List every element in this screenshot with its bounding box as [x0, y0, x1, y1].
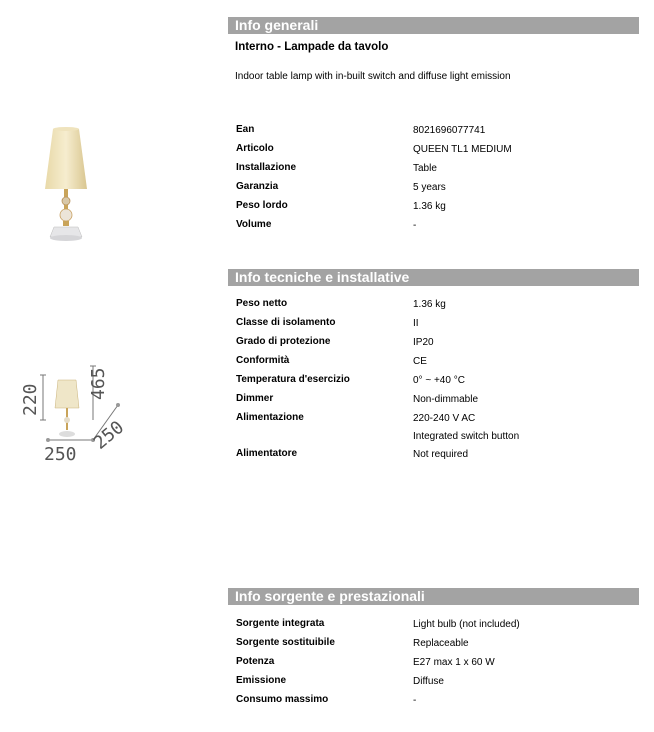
spec-row: [236, 618, 646, 637]
spec-value: -: [413, 695, 417, 706]
spec-row: [236, 374, 646, 393]
spec-key: Potenza: [236, 656, 275, 667]
spec-row: [236, 656, 646, 675]
spec-row: [236, 219, 646, 238]
spec-key: Sorgente sostituibile: [236, 637, 335, 648]
spec-value: Non-dimmable: [413, 394, 479, 405]
spec-row: [236, 317, 646, 336]
spec-value-secondary: Integrated switch button: [413, 431, 520, 442]
spec-row: [236, 637, 646, 656]
spec-key: Temperatura d'esercizio: [236, 374, 350, 385]
spec-key: Alimentatore: [236, 448, 298, 459]
dim-width: 250: [44, 444, 77, 465]
spec-value: CE: [413, 356, 427, 367]
spec-key: Articolo: [236, 143, 274, 154]
spec-value: II: [413, 318, 419, 329]
spec-key: Emissione: [236, 675, 287, 686]
spec-value: -: [413, 220, 417, 231]
spec-key: Peso lordo: [236, 200, 288, 211]
spec-key: Peso netto: [236, 298, 288, 309]
spec-key: Installazione: [236, 162, 297, 173]
spec-value: E27 max 1 x 60 W: [413, 657, 495, 668]
generali-table: [236, 124, 646, 238]
dim-depth: 250: [89, 416, 129, 454]
spec-key: Classe di isolamento: [236, 317, 336, 328]
spec-row: [236, 162, 646, 181]
spec-row: [236, 143, 646, 162]
dim-total-height: 465: [88, 367, 109, 400]
spec-key: Garanzia: [236, 181, 279, 192]
spec-row: [236, 181, 646, 200]
spec-row: [236, 200, 646, 219]
section-header-sorgente: Info sorgente e prestazionali: [228, 588, 639, 605]
spec-key: Grado di protezione: [236, 336, 331, 347]
dim-shade-height: 220: [20, 383, 41, 416]
dimension-drawing: [18, 360, 138, 465]
spec-row: [236, 124, 646, 143]
spec-row: [236, 675, 646, 694]
spec-value: IP20: [413, 337, 434, 348]
spec-value: 220-240 V AC: [413, 413, 476, 424]
spec-value: Not required: [413, 449, 469, 460]
spec-value: 0° ~ +40 °C: [413, 375, 465, 386]
tecniche-table: [236, 298, 646, 467]
spec-row: [236, 298, 646, 317]
spec-row: [236, 393, 646, 412]
spec-value: Replaceable: [413, 638, 469, 649]
spec-value: 1.36 kg: [413, 201, 446, 212]
spec-key: Conformità: [236, 355, 290, 366]
sorgente-table: [236, 618, 646, 713]
spec-key: Alimentazione: [236, 412, 304, 423]
spec-value: Diffuse: [413, 676, 444, 687]
spec-key: Sorgente integrata: [236, 618, 325, 629]
spec-row: [236, 355, 646, 374]
spec-value: 5 years: [413, 182, 446, 193]
spec-key: Volume: [236, 219, 272, 230]
spec-value: 8021696077741: [413, 125, 486, 136]
spec-value: Light bulb (not included): [413, 619, 520, 630]
spec-value: QUEEN TL1 MEDIUM: [413, 144, 512, 155]
spec-row: [236, 336, 646, 355]
spec-row: [236, 412, 646, 448]
spec-row: [236, 694, 646, 713]
product-description: Indoor table lamp with in-built switch and diffuse light emission: [235, 71, 511, 82]
section-header-generali: Info generali: [228, 17, 639, 34]
spec-key: Ean: [236, 124, 255, 135]
lamp-product-image: [44, 125, 88, 245]
spec-value: 1.36 kg: [413, 299, 446, 310]
spec-value: Table: [413, 163, 437, 174]
section-header-tecniche: Info tecniche e installative: [228, 269, 639, 286]
spec-key: Consumo massimo: [236, 694, 329, 705]
category-subtitle: Interno - Lampade da tavolo: [235, 41, 389, 53]
spec-key: Dimmer: [236, 393, 274, 404]
spec-row: [236, 448, 646, 467]
